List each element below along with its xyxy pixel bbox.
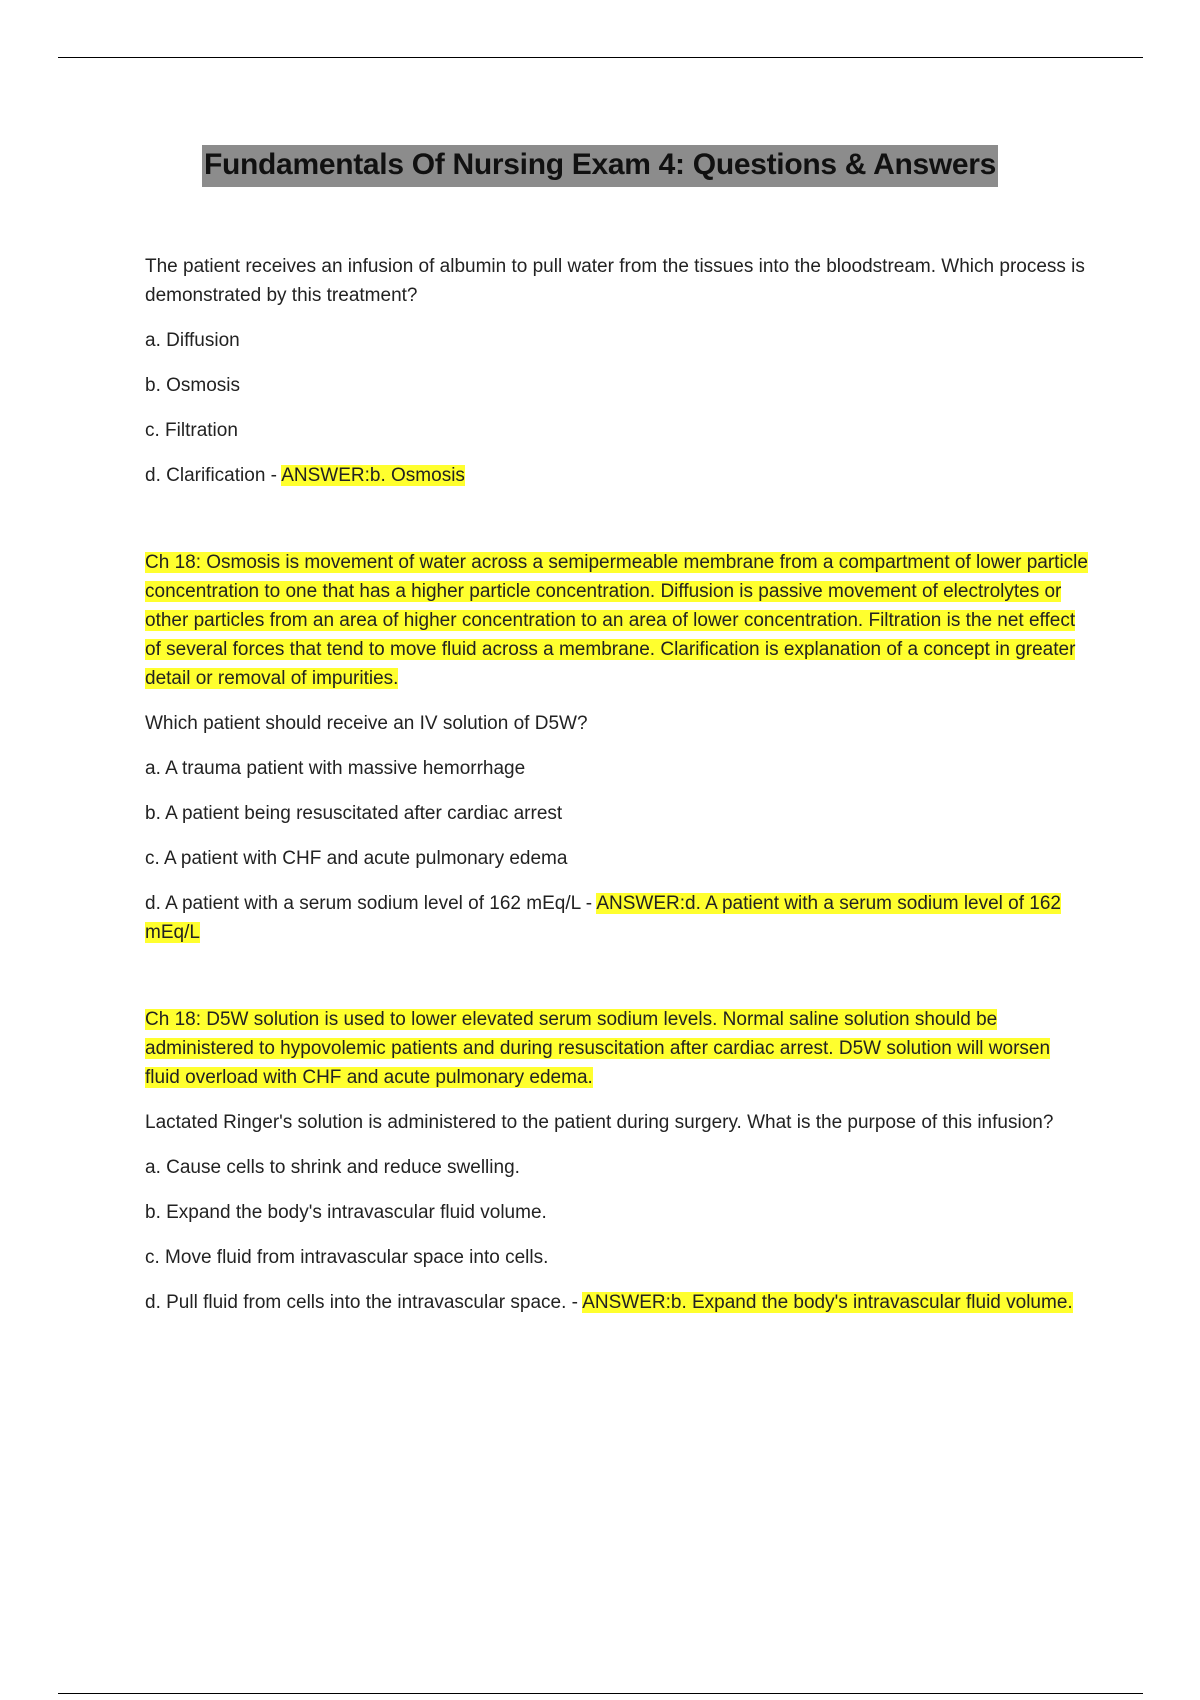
document-title: Fundamentals Of Nursing Exam 4: Questions & Answers xyxy=(202,145,998,187)
question-2-option-b: b. A patient being resuscitated after cardiac arrest xyxy=(145,803,563,824)
question-2-stem: Which patient should receive an IV solution of D5W? xyxy=(145,713,588,734)
question-3-stem: Lactated Ringer's solution is administered to the patient during surgery. What is the purpose of this infusion? xyxy=(145,1112,1054,1133)
question-2-option-c: c. A patient with CHF and acute pulmonary edema xyxy=(145,848,568,869)
question-1-option-d xyxy=(145,461,1090,490)
question-3-option-d-text: d. Pull fluid from cells into the intravascular space. - xyxy=(145,1292,583,1313)
question-3-option-a: a. Cause cells to shrink and reduce swelling. xyxy=(145,1157,520,1178)
question-3-option-c: c. Move fluid from intravascular space into cells. xyxy=(145,1247,549,1268)
question-1-rationale xyxy=(145,548,1090,693)
question-2-rationale xyxy=(145,1005,1090,1092)
question-2-option-d-text: d. A patient with a serum sodium level of 162 mEq/L - xyxy=(145,893,597,914)
question-1-stem: The patient receives an infusion of albumin to pull water from the tissues into the bloodstream. Which process is demonstrated by this treatment? xyxy=(145,256,1085,306)
title-wrap xyxy=(0,145,1200,187)
question-1-rationale-text: Ch 18: Osmosis is movement of water across a semipermeable membrane from a compartment of lower particle concentration to one that has a higher particle concentration. Diffusion is passive movement of electrolytes or other particles from an area of higher concentration to an area of lower concentration. Filtration is the net effect of several forces that tend to move fluid across a membrane. Clarification is explanation of a concept in greater detail or removal of impurities. xyxy=(145,552,1088,689)
question-2-answer: ANSWER:d. A patient with a serum sodium level of 162 mEq/L xyxy=(145,893,1061,943)
question-1-option-a: a. Diffusion xyxy=(145,330,240,351)
question-1-option-d-text: d. Clarification - xyxy=(145,465,282,486)
question-3-option-d xyxy=(145,1288,1090,1317)
top-rule xyxy=(58,57,1143,58)
document-body xyxy=(145,252,1090,1333)
bottom-rule xyxy=(58,1693,1143,1694)
question-1-option-c: c. Filtration xyxy=(145,420,238,441)
question-2-option-d xyxy=(145,889,1090,947)
question-1-option-b: b. Osmosis xyxy=(145,375,241,396)
question-2-rationale-text: Ch 18: D5W solution is used to lower elevated serum sodium levels. Normal saline solution should be administered to hypovolemic patients and during resuscitation after cardiac arrest. D5W solution will worsen fluid overload with CHF and acute pulmonary edema. xyxy=(145,1009,1051,1088)
question-3-option-b: b. Expand the body's intravascular fluid volume. xyxy=(145,1202,547,1223)
question-2-option-a: a. A trauma patient with massive hemorrhage xyxy=(145,758,526,779)
spacer xyxy=(145,506,1090,548)
question-1-answer: ANSWER:b. Osmosis xyxy=(281,465,465,486)
question-3-answer: ANSWER:b. Expand the body's intravascular fluid volume. xyxy=(582,1292,1073,1313)
spacer xyxy=(145,963,1090,1005)
